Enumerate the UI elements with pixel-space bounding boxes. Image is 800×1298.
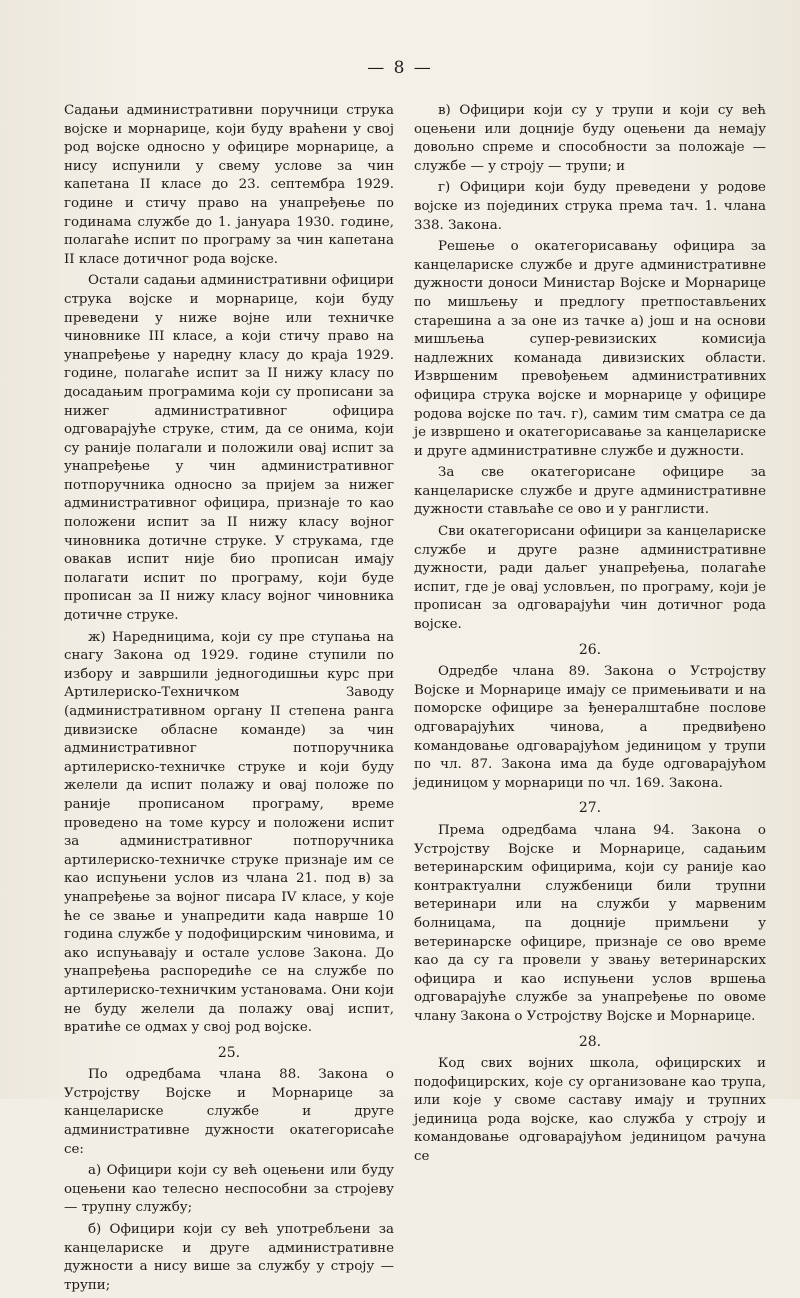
page-number: — 8 — [367, 58, 433, 78]
article-number-26: 26. [578, 641, 602, 658]
article-number-28: 28. [578, 1033, 602, 1050]
paragraph: Садањи административни поручници струка војске и морнарице, који буду враћени у свој род војске односно у официре морнарице, а нису испунили у свему услове за чин капетана II класе до 23. септембра 1929. године и стичу право на унапређење по годинама службе до 1. јануара 1930. године, полагаће испит по програму за чин капетана II класе дотичног рода војске. [64, 103, 394, 267]
article-number-25: 25. [217, 1044, 241, 1061]
paragraph: Остали садањи административни официри струка војске и морнарице, који буду преведени у ниже војне или техничке чиновнике III класе, а који стичу право на унапређење у наредну класу до краја 1929. године, полагаће испит за II нижу класу по досадањим програмима који су прописани за нижег административног официра одговарајуће струке, стим, да се онима, који су раније полагали и положили овај испит за унапређење у чин административног потпоручника односно за пријем за нижег административног официра, признаје то као положени испит за II нижу класу војног чиновника дотичне струке. У струкама, где овакав испит није био прописан имају полагати испит по програму, који буде прописан за II нижу класу војног чиновника дотичне струке. [64, 273, 394, 624]
paragraph: г) Официри који буду преведени у родове војске из појединих струка према тач. 1. члана 338. Закона. [414, 180, 766, 233]
paragraph: а) Официри који су већ оцењени или буду оцењени као телесно неспособни за стројеву — трупну службу; [64, 1163, 394, 1216]
paragraph: По одредбама члана 88. Закона о Устројству Војске и Морнарице за канцелариске службе и друге административне дужности окатегорисаће се: [64, 1067, 394, 1157]
right-column [414, 102, 766, 1170]
paragraph: в) Официри који су у трупи и који су већ оцењени или доцније буду оцењени да немају довољно спреме и способности за положаје — службе — у строју — трупи; и [414, 103, 766, 174]
paragraph: За све окатегорисане официре за канцелариске службе и друге административне дужности стављаће се ово и у ранглисти. [414, 465, 766, 518]
paragraph: ж) Наредницима, који су пре ступања на снагу Закона од 1929. године ступили по избору и завршили једногодишњи курс при Артилериско-Техничком Заводу (административном органу II степена ранга дивизиске обласне команде) за чин административног потпоручника артилериско-техничке струке и који буду желели да испит полажу и овај положе по раније прописаном програму, време проведено на томе курсу и положени испит за административног потпоручника артилериско-техничке струке признаје им се као испуњени услов из члана 21. под в) за унапређење за војног писара IV класе, у које ће се звање и унапредити када наврше 10 година службе у подофицирским чиновима, и ако испуњавају и остале услове Закона. До унапређења распоредиће се на службе по артилериско-техничким установама. Они који не буду желели да полажу овај испит, вратиће се одмах у свој род војске. [64, 629, 394, 1036]
paragraph: Сви окатегорисани официри за канцелариске службе и друге разне административне дужности, ради даљег унапређења, полагаће испит, где је овај условљен, по програму, који је прописан за одговарајући чин дотичног рода војске. [414, 524, 766, 633]
paragraph: Одредбе члана 89. Закона о Устројству Војске и Морнарице имају се примењивати и на поморске официре за ђенералштабне послове одговарајућих чинова, а предвиђено командовање одговарајућом јединицом у трупи по чл. 87. Закона има да буде одговарајућом јединицом у морнарици по чл. 169. Закона. [414, 664, 766, 791]
article-number-27: 27. [578, 800, 602, 817]
paragraph: Код свих војних школа, официрских и подофицирских, које су организоване као трупа, или које у своме саставу имају и трупних јединица рода војске, као служба у строју и командовање одговарајућом јединицом рачуна се [414, 1056, 766, 1165]
paragraph: Решење о окатегорисавању официра за канцелариске службе и друге административне дужности доноси Министар Војске и Морнарице по мишљењу и предлогу претпостављених старешина а за оне из тачке а) још и на основи мишљења супер-ревизиских комисија надлежних команада дивизиских области. Извршеним превођењем административних официра струка војске и морнарице у официре родова војске по тач. г), самим тим сматра се да је извршено и окатегорисавање за канцелариске и друге административне службе и дужности. [414, 239, 766, 459]
paragraph: Према одредбама члана 94. Закона о Устројству Војске и Морнарице, садањим ветеринарским официрима, који су раније као контрактуални службеници били трупни ветеринари или на служби у марвеним болницама, па доцније примљени у ветеринарске официре, признаје се ово време као да су га провели у звању ветеринарских официра и као испуњени услов вршења одговарајуће службе за унапређење по овоме члану Закона о Устројству Војске и Морнарице. [414, 822, 766, 1024]
paragraph: б) Официри који су већ употребљени за канцелариске и друге административне дужности а нису више за службу у строју — трупи; [64, 1222, 394, 1293]
left-column [64, 102, 394, 1298]
